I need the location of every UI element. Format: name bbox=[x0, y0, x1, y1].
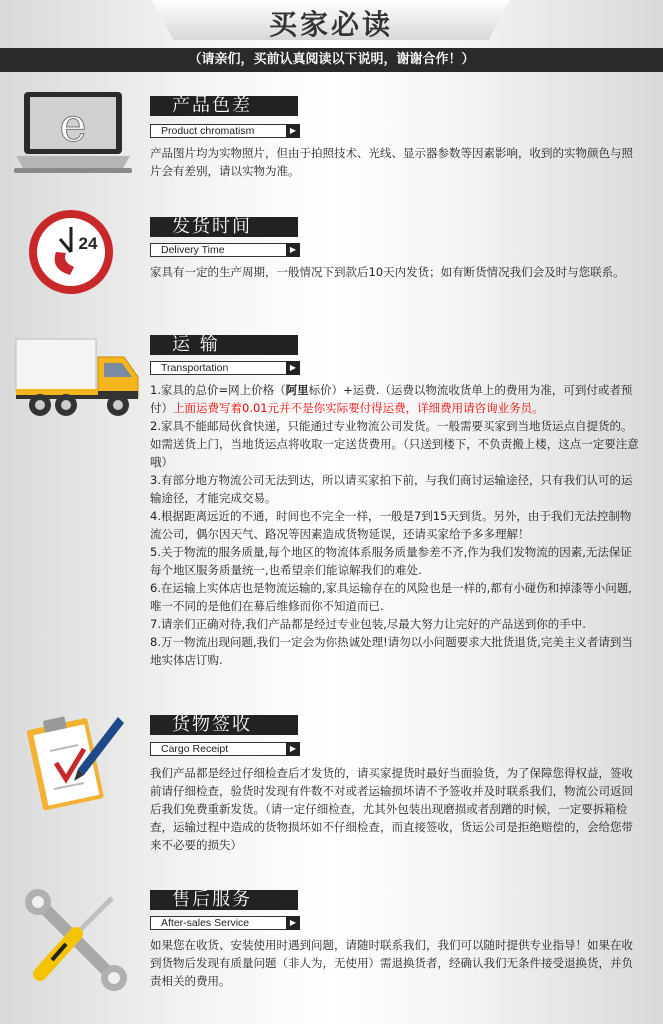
chevron-right-icon: ▶ bbox=[286, 742, 300, 756]
section-heading-en: Transportation bbox=[150, 361, 298, 375]
chevron-right-icon: ▶ bbox=[286, 124, 300, 138]
chevron-right-icon: ▶ bbox=[286, 361, 300, 375]
transport-para-4: 4.根据距离远近的不通，时间也不完全一样，一般是7到15天到货。另外，由于我们无法控制物流公司，偶尔因天气、路况等因素造成货物延误，还请买家给予多多理解！ bbox=[150, 509, 632, 541]
transport-para-1: 1.家具的总价=网上价格（阿里标价）+运费.（运费以物流收货单上的费用为准，可到付或者预付）上面运费写着0.01元并不是你实际要付得运费，详细费用请咨询业务员。 bbox=[150, 383, 633, 415]
chevron-right-icon: ▶ bbox=[286, 243, 300, 257]
section-body bbox=[150, 381, 642, 669]
chevron-right-icon: ▶ bbox=[286, 916, 300, 930]
wrench-screwdriver-icon bbox=[22, 886, 132, 996]
page-title: 买家必读 bbox=[268, 8, 393, 41]
shipping-fee-warning: 上面运费写着0.01元并不是你实际要付得运费，详细费用请咨询业务员。 bbox=[173, 401, 544, 415]
svg-text:e: e bbox=[59, 98, 87, 152]
transport-para-8: 8.万一物流出现问题,我们一定会为你热诚处理!请勿以小问题要求大批货退货,完美主义者请到当地实体店订购. bbox=[150, 635, 633, 667]
transport-para-2: 2.家具不能邮局伙食快递，只能通过专业物流公司发货。一般需要买家到当地货运点自提货的。如需送货上门，当地货运点将收取一定送货费用。（只送到楼下，不负责搬上楼，这点一定要注意哦） bbox=[150, 419, 639, 469]
clipboard-pen-icon bbox=[26, 703, 126, 813]
svg-text:24: 24 bbox=[78, 234, 98, 253]
section-body: 产品图片均为实物照片，但由于拍照技术、光线、显示器参数等因素影响，收到的实物颜色与照片会有差别，请以实物为准。 bbox=[150, 146, 633, 178]
section-heading: 售后服务 bbox=[150, 890, 298, 910]
section-heading-en: Delivery Time bbox=[150, 243, 298, 257]
section-body: 家具有一定的生产周期，一般情况下到款后10天内发货；如有断货情况我们会及时与您联系。 bbox=[150, 265, 625, 279]
section-heading: 产品色差 bbox=[150, 96, 298, 116]
section-heading: 货物签收 bbox=[150, 715, 298, 735]
clock-24-icon bbox=[26, 207, 116, 297]
section-heading: 发货时间 bbox=[150, 217, 298, 237]
laptop-ie-icon bbox=[10, 88, 135, 178]
section-heading-en: Cargo Receipt bbox=[150, 742, 298, 756]
section-heading-en: Product chromatism bbox=[150, 124, 298, 138]
truck-icon bbox=[12, 333, 142, 423]
section-heading-en: After-sales Service bbox=[150, 916, 298, 930]
section-body: 我们产品都是经过仔细检查后才发货的，请买家提货时最好当面验货，为了保障您得权益，签收前请仔细检查，验货时发现有件数不对或者运输损坏请不予签收并及时联系我们，物流公司返回后我们免费重新发货。（请一定仔细检查，尤其外包装出现磨损或者刮蹭的时候，一定要拆箱检查，运输过程中造成的货物损坏如不仔细检查，而直接签收，货运公司是拒绝赔偿的，会给您带来不必要的损失） bbox=[150, 766, 633, 852]
section-heading: 运 输 bbox=[150, 335, 298, 355]
subtitle-bar: （请亲们，买前认真阅读以下说明，谢谢合作！） bbox=[0, 48, 663, 72]
transport-para-5: 5.关于物流的服务质量,每个地区的物流体系服务质量参差不齐,作为我们发物流的因素,无法保证每个地区服务质量统一,也希望亲们能谅解我们的难处. bbox=[150, 545, 632, 577]
transport-para-3: 3.有部分地方物流公司无法到达，所以请买家拍下前，与我们商讨运输途径，只有我们认可的运输途径，才能完成交易。 bbox=[150, 473, 633, 505]
transport-para-7: 7.请亲们正确对待,我们产品都是经过专业包装,尽最大努力让完好的产品送到你的手中. bbox=[150, 617, 586, 631]
top-banner bbox=[0, 0, 663, 46]
section-body: 如果您在收货、安装使用时遇到问题，请随时联系我们，我们可以随时提供专业指导！如果在收到货物后发现有质量问题（非人为，无使用）需退换货者，经确认我们无条件接受退换货，并负责相关的费用。 bbox=[150, 938, 633, 988]
transport-para-6: 6.在运输上实体店也是物流运输的,家具运输存在的风险也是一样的,都有小碰伤和掉漆等小问题,唯一不同的是他们在募后维修而你不知道而已. bbox=[150, 581, 632, 613]
